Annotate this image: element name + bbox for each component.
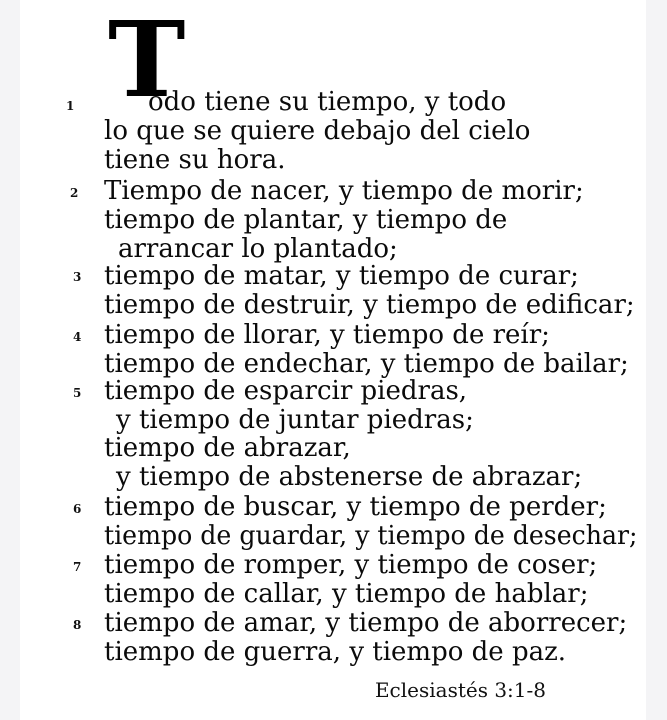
verse-line: lo que se quiere debajo del cielo (104, 116, 531, 146)
verse-number-1: 1 (66, 99, 75, 113)
verse-line: odo tiene su tiempo, y todo (148, 87, 507, 117)
verse-line: tiempo de guerra, y tiempo de paz. (104, 637, 567, 667)
drop-cap: T (108, 0, 186, 121)
verse-number-8: 8 (73, 618, 82, 632)
verse-line: tiempo de amar, y tiempo de aborrecer; (104, 608, 628, 638)
verse-line: tiempo de llorar, y tiempo de reír; (104, 320, 550, 350)
verse-line: tiempo de guardar, y tiempo de desechar; (104, 521, 638, 551)
verse-line: tiempo de destruir, y tiempo de edificar; (104, 290, 635, 320)
verse-line: Tiempo de nacer, y tiempo de morir; (104, 176, 584, 206)
verse-line: tiempo de plantar, y tiempo de (104, 205, 508, 235)
verse-line: arrancar lo plantado; (118, 234, 398, 264)
verse-number-5: 5 (73, 386, 82, 400)
verse-line: tiene su hora. (104, 145, 286, 175)
verse-line: tiempo de buscar, y tiempo de perder; (104, 492, 607, 522)
scripture-reference: Eclesiastés 3:1-8 (374, 678, 546, 702)
verse-line: tiempo de romper, y tiempo de coser; (104, 550, 598, 580)
verse-line: y tiempo de abstenerse de abrazar; (116, 462, 583, 492)
verse-number-3: 3 (73, 270, 82, 284)
verse-number-4: 4 (73, 330, 82, 344)
verse-line: tiempo de matar, y tiempo de curar; (104, 261, 579, 291)
verse-number-2: 2 (70, 186, 79, 200)
verse-line: tiempo de esparcir piedras, (104, 376, 468, 406)
verse-number-6: 6 (73, 502, 82, 516)
page (20, 0, 646, 720)
verse-line: tiempo de endechar, y tiempo de bailar; (104, 349, 629, 379)
verse-number-7: 7 (73, 560, 82, 574)
verse-line: tiempo de abrazar, (104, 433, 351, 463)
verse-line: y tiempo de juntar piedras; (116, 405, 474, 435)
verse-line: tiempo de callar, y tiempo de hablar; (104, 579, 589, 609)
